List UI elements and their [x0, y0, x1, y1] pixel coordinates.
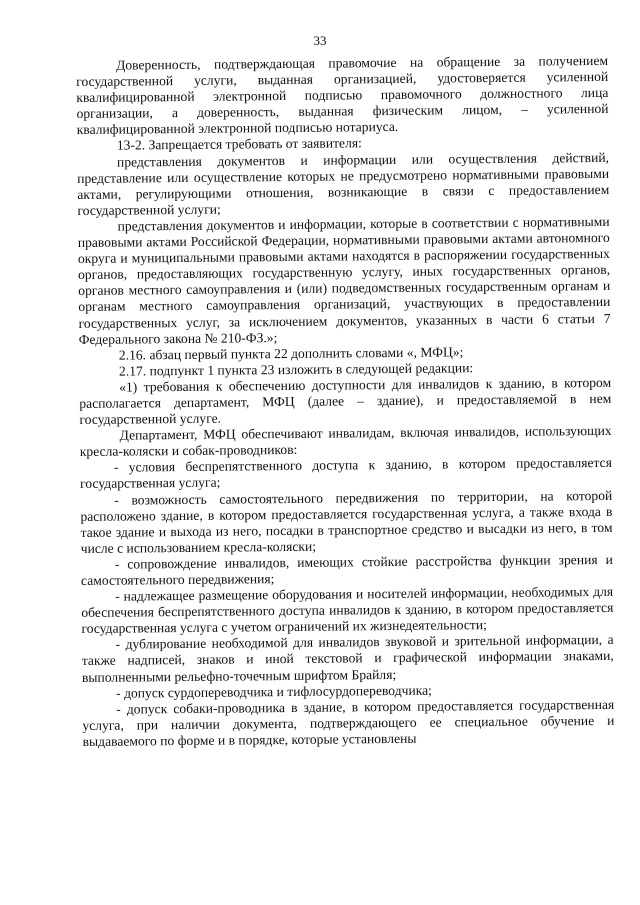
paragraph-2-17: 2.17. подпункт 1 пункта 23 изложить в следующей редакции: — [118, 359, 474, 379]
list-item-guide-dog: - допуск собаки-проводника в здание, в котором предоставляется государственная услуга, при наличии документа, подтверждающего ее специальное обучение и выдаваемого по форме и в порядке, которые установлены — [82, 696, 615, 749]
list-item-braille-duplication: - дублирование необходимой для инвалидов звуковой и зрительной информации, а также надписей, знаков и иной текстовой и графической информации знаками, выполненными рельефно-точечным шрифтом Брайля; — [81, 632, 614, 685]
list-item-escort: - сопровождение инвалидов, имеющих стойкие расстройства функции зрения и самостоятельного передвижения; — [80, 551, 613, 588]
list-item-unobstructed-access: - условия беспрепятственного доступа к зданию, в котором предоставляется государственная услуга; — [80, 455, 612, 492]
paragraph-documents-in-possession: представления документов и информации, которые в соответствии с нормативными правовыми актами Российской Федерации, нормативными правовыми актами автономного округа и муниципальными правовыми актами находятся в распоряжении государственных органов, предоставляющих государственную услугу, иных государственных органов, органов местного самоуправления и (или) подведомственных государственным органам и органам местного самоуправления организаций, участвующих в предоставлении государственных услуг, за исключением документов, указанных в части 6 статьи 7 Федерального закона № 210-ФЗ.»; — [77, 213, 611, 347]
list-item-equipment-placement: - надлежащее размещение оборудования и носителей информации, необходимых для обеспечения беспрепятственного доступа инвалидов к зданию, в котором предоставляется государственная услуга с учетом ограничений их жизнедеятельности; — [81, 583, 614, 637]
document-body — [76, 53, 615, 750]
paragraph-13-2-heading: 13-2. Запрещается требовать от заявителя: — [116, 135, 362, 154]
paragraph-documents-not-required: представления документов и информации или осуществления действий, представление или осуществление которых не предусмотрено нормативными правовыми актами, регулирующими отношения, возникающие в связи с предоставлением государственной услуги; — [77, 149, 610, 218]
paragraph-power-of-attorney: Доверенность, подтверждающая правомочие на обращение за получением государственной услуги, выданная организацией, удостоверяется усиленной квалифицированной электронной подписью правомочного должностного лица организации, а доверенность, выданная физическим лицом, – усиленной квалифицированной электронной подписью нотариуса. — [76, 52, 609, 138]
list-item-independent-movement: - возможность самостоятельного передвижения по территории, на которой расположено здание, в котором предоставляется государственная услуга, а также входа в такое здание и выхода из него, посадки в транспортное средство и высадки из него, в том числе с использованием кресла-коляски; — [80, 487, 613, 556]
paragraph-accessibility-requirements: «1) требования к обеспечению доступности для инвалидов к зданию, в котором располагается департамент, МФЦ (далее – здание), и предоставляемой в нем государственной услуге. — [79, 374, 612, 428]
page-number: 33 — [313, 33, 327, 48]
paragraph-department-ensures: Департамент, МФЦ обеспечивают инвалидам, включая инвалидов, использующих кресла-коляски и собак-проводников: — [79, 423, 612, 460]
paragraph-2-16: 2.16. абзац первый пункта 22 дополнить словами «, МФЦ»; — [118, 343, 464, 363]
list-item-sign-interpreter: - допуск сурдопереводчика и тифлосурдопереводчика; — [116, 682, 432, 701]
